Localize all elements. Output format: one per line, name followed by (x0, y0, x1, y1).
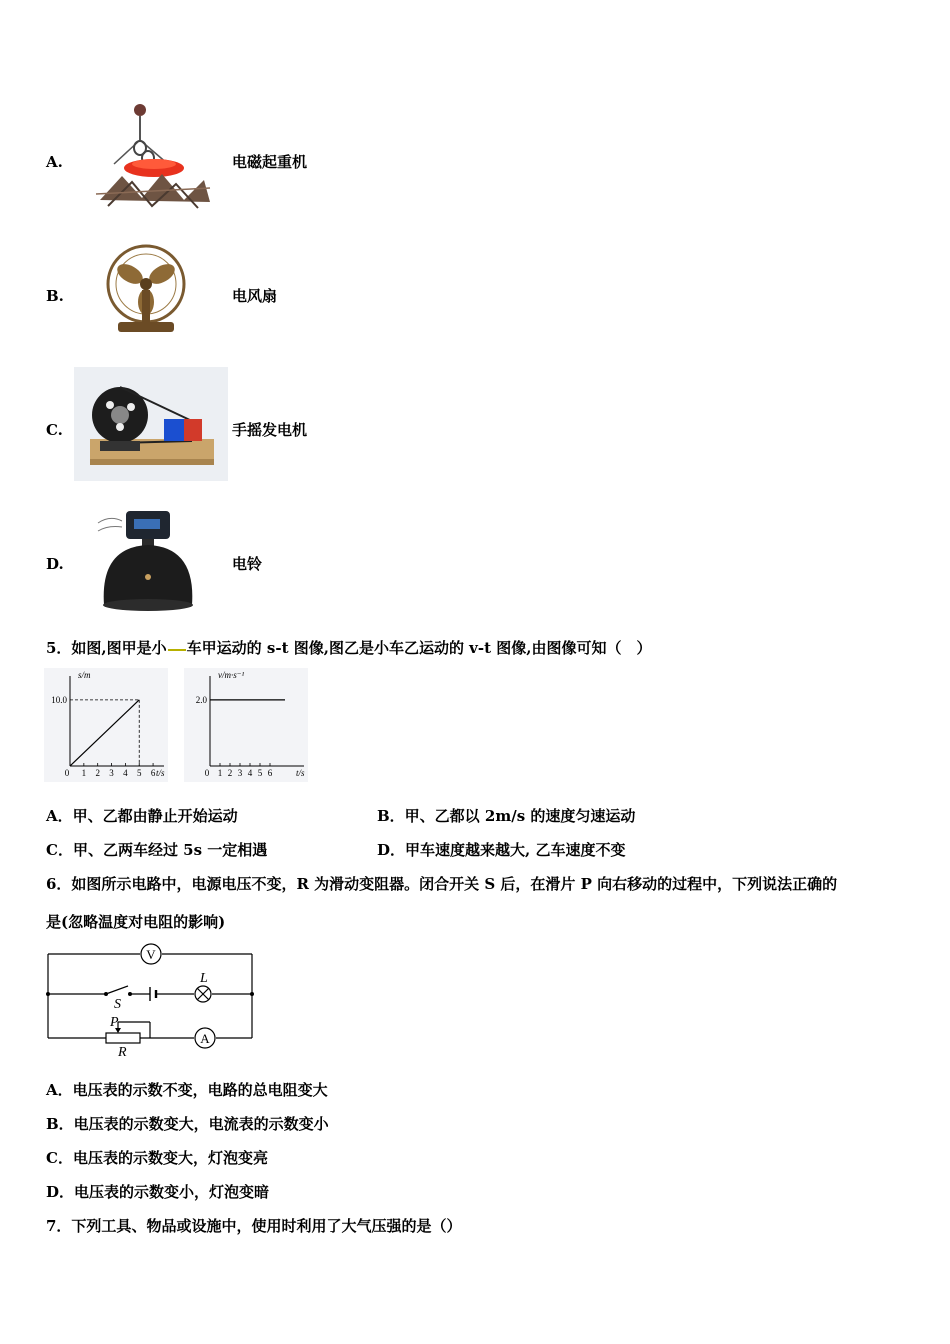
voltmeter-label: V (146, 947, 156, 962)
q5-stem (46, 638, 651, 658)
q7-stem: 7．下列工具、物品或设施中，使用时利用了大气压强的是（） (46, 1217, 462, 1235)
x-tick-label: 3 (237, 768, 243, 778)
y-tick-label: 10.0 (51, 694, 67, 705)
switch-contact (128, 992, 132, 996)
x-tick-label: 6 (267, 768, 273, 778)
electric-fan-icon (100, 244, 192, 336)
option-label-d: 电铃 (232, 555, 263, 573)
electric-bell-icon (92, 505, 204, 615)
x-tick-label: 4 (247, 768, 253, 778)
x-axis-label: t/s (296, 768, 305, 778)
q5-option-c: C．甲、乙两车经过 5s 一定相遇 (46, 841, 268, 859)
x-tick-label: 1 (81, 768, 87, 778)
x-tick-label: 6 (150, 768, 156, 778)
chart-st-background (44, 668, 168, 782)
switch-pivot (104, 992, 108, 996)
x-tick-label: 0 (64, 768, 70, 778)
chart-st (44, 668, 168, 782)
circuit-diagram (40, 938, 262, 1062)
q6-option-c: C．电压表的示数变大，灯泡变亮 (46, 1149, 268, 1167)
q5-option-b: B．甲、乙都以 2m/s 的速度匀速运动 (377, 807, 636, 825)
q6-option-a: A．电压表的示数不变，电路的总电阻变大 (46, 1081, 328, 1099)
lamp-label: L (200, 971, 208, 986)
q5-blank-underline (168, 649, 186, 651)
x-tick-label: 1 (217, 768, 223, 778)
q6-option-d: D．电压表的示数变小，灯泡变暗 (46, 1183, 270, 1201)
x-tick-label: 5 (257, 768, 263, 778)
option-label-a: 电磁起重机 (232, 153, 308, 171)
chart-vt (184, 668, 308, 782)
option-letter-d: D. (46, 555, 64, 573)
x-tick-label: 2 (227, 768, 233, 778)
x-axis-label: t/s (156, 768, 165, 778)
q5-stem-part2: 车甲运动的 s-t 图像,图乙是小车乙运动的 v-t 图像,由图像可知（ ） (186, 639, 652, 657)
q5-option-a: A．甲、乙都由静止开始运动 (46, 807, 238, 825)
y-tick-label: 2.0 (195, 694, 207, 705)
rheostat-body (106, 1033, 140, 1043)
junction-dot (250, 992, 254, 996)
q5-stem-part1: 5．如图,图甲是小 (46, 639, 167, 657)
x-tick-label: 4 (123, 768, 128, 778)
slider-label: P (110, 1015, 119, 1030)
y-axis-label: v/m·s⁻¹ (218, 670, 245, 680)
electromagnet-crane-icon (92, 102, 214, 214)
junction-dot (46, 992, 50, 996)
option-letter-a: A. (46, 153, 63, 171)
option-label-c: 手摇发电机 (232, 421, 308, 439)
q6-stem-line2: 是(忽略温度对电阻的影响) (46, 913, 226, 931)
option-letter-c: C. (46, 421, 63, 439)
q6-option-b: B．电压表的示数变大，电流表的示数变小 (46, 1115, 329, 1133)
q5-option-d: D．甲车速度越来越大, 乙车速度不变 (377, 841, 626, 859)
hand-crank-generator-icon (74, 367, 228, 481)
ammeter-label: A (200, 1031, 210, 1046)
switch-label: S (114, 997, 121, 1012)
x-tick-label: 3 (109, 768, 114, 778)
rheostat-label: R (118, 1045, 127, 1060)
option-label-b: 电风扇 (232, 287, 278, 305)
chart-vt-background (184, 668, 308, 782)
option-letter-b: B. (46, 287, 64, 305)
x-tick-label: 2 (95, 768, 100, 778)
switch-blade (106, 986, 128, 994)
q6-stem-line1: 6．如图所示电路中，电源电压不变，R 为滑动变阻器。闭合开关 S 后，在滑片 P 向右移动的过程中，下列说法正确的 (46, 875, 838, 893)
x-tick-label: 5 (136, 768, 142, 778)
y-axis-label: s/m (78, 670, 91, 680)
x-tick-label: 0 (204, 768, 210, 778)
